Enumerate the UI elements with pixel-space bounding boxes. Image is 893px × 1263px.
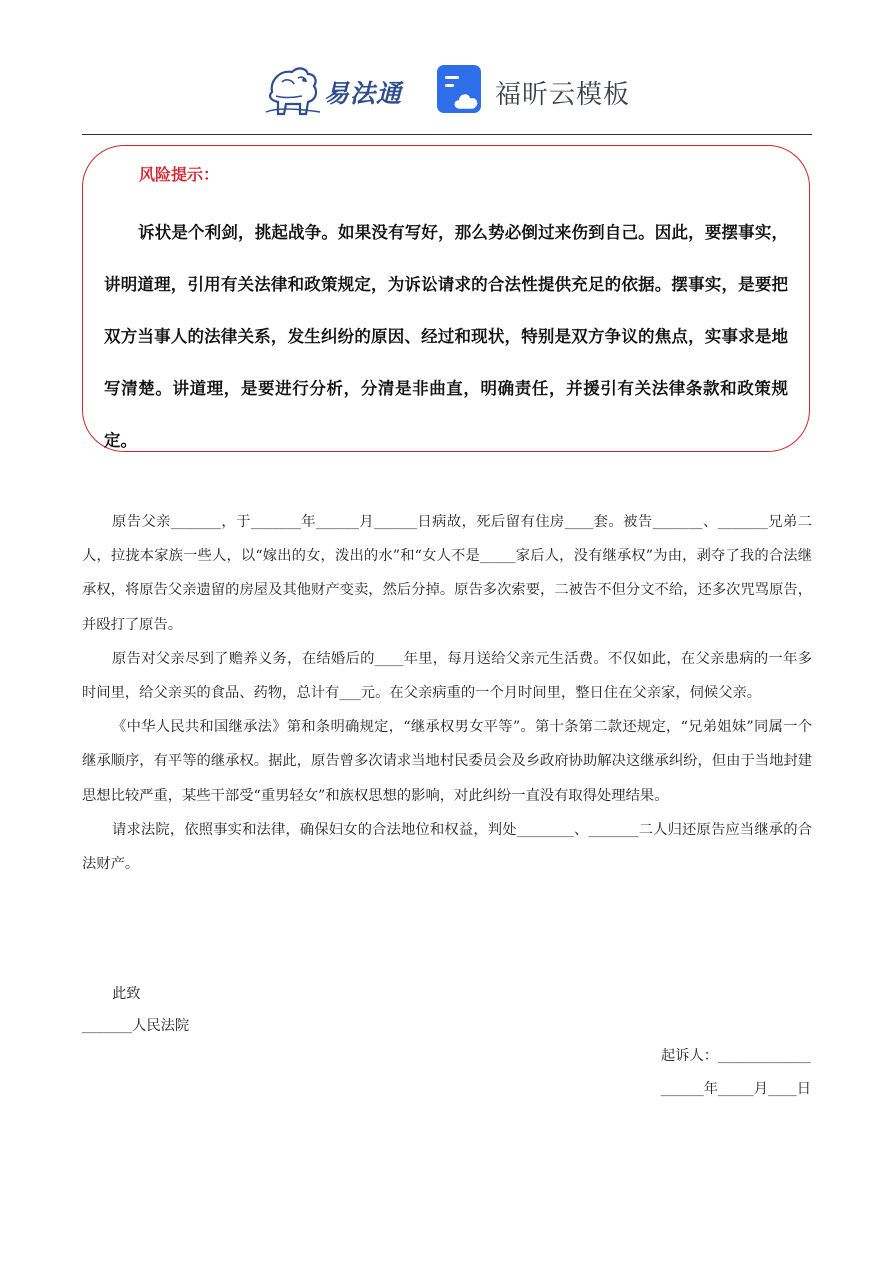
yifatong-logo-text: 易法通 xyxy=(324,79,403,108)
closing-greeting: 此致 xyxy=(112,986,141,1002)
foxit-cloud-logo xyxy=(436,64,636,120)
complaint-body xyxy=(82,505,812,881)
cloud-document-icon xyxy=(436,64,486,116)
qilin-icon xyxy=(262,62,324,120)
paragraph-request: 请求法院，依照事实和法律，确保妇女的合法地位和权益，判处________、_______二人归还原告应当继承的合法财产。 xyxy=(82,821,812,873)
risk-notice-body: 诉状是个利剑，挑起战争。如果没有写好，那么势必倒过来伤到自己。因此，要摆事实，讲明道理，引用有关法律和政策规定，为诉讼请求的合法性提供充足的依据。摆事实，是要把双方当事人的法律关系，发生纠纷的原因、经过和现状，特别是双方争议的焦点，实事求是地写清楚。讲道理，是要进行分析，分清是非曲直，明确责任，并援引有关法律条款和政策规定。 xyxy=(104,223,788,450)
signature-block xyxy=(661,1040,811,1106)
signature-date: ______年_____月____日 xyxy=(660,1081,811,1097)
paragraph-support: 原告对父亲尽到了赡养义务，在结婚后的____年里，每月送给父亲元生活费。不仅如此，在父亲患病的一年多时间里，给父亲买的食品、药物，总计有___元。在父亲病重的一个月时间里，整日住在父亲家，伺候父亲。 xyxy=(82,650,812,702)
risk-notice-box xyxy=(82,145,810,452)
paragraph-facts: 原告父亲_______，于_______年______月______日病故，死后留有住房____套。被告_______、_______兄弟二人，拉拢本家族一些人，以“嫁出的女，泼出的水”和“女人不是_____家后人，没有继承权”为由，剥夺了我的合法继承权，将原告父亲遗留的房屋及其他财产变卖，然后分掉。原告多次索要，二被告不但分文不给，还多次咒骂原告，并殴打了原告。 xyxy=(82,514,812,633)
risk-notice-title: 风险提示： xyxy=(139,165,220,184)
closing-block xyxy=(82,978,812,1042)
page-header xyxy=(0,58,893,124)
court-name: _______人民法院 xyxy=(82,1018,190,1034)
foxit-cloud-logo-text: 福昕云模板 xyxy=(495,80,631,110)
plaintiff-signature: 起诉人：_____________ xyxy=(660,1048,811,1064)
paragraph-legal-basis: 《中华人民共和国继承法》第和条明确规定，“继承权男女平等”。第十条第二款还规定，“兄弟姐妹”同属一个继承顺序，有平等的继承权。据此，原告曾多次请求当地村民委员会及乡政府协助解决这继承纠纷，但由于当地封建思想比较严重，某些干部受“重男轻女”和族权思想的影响，对此纠纷一直没有取得处理结果。 xyxy=(82,719,812,804)
yifatong-logo xyxy=(262,62,412,120)
header-divider xyxy=(82,134,812,135)
